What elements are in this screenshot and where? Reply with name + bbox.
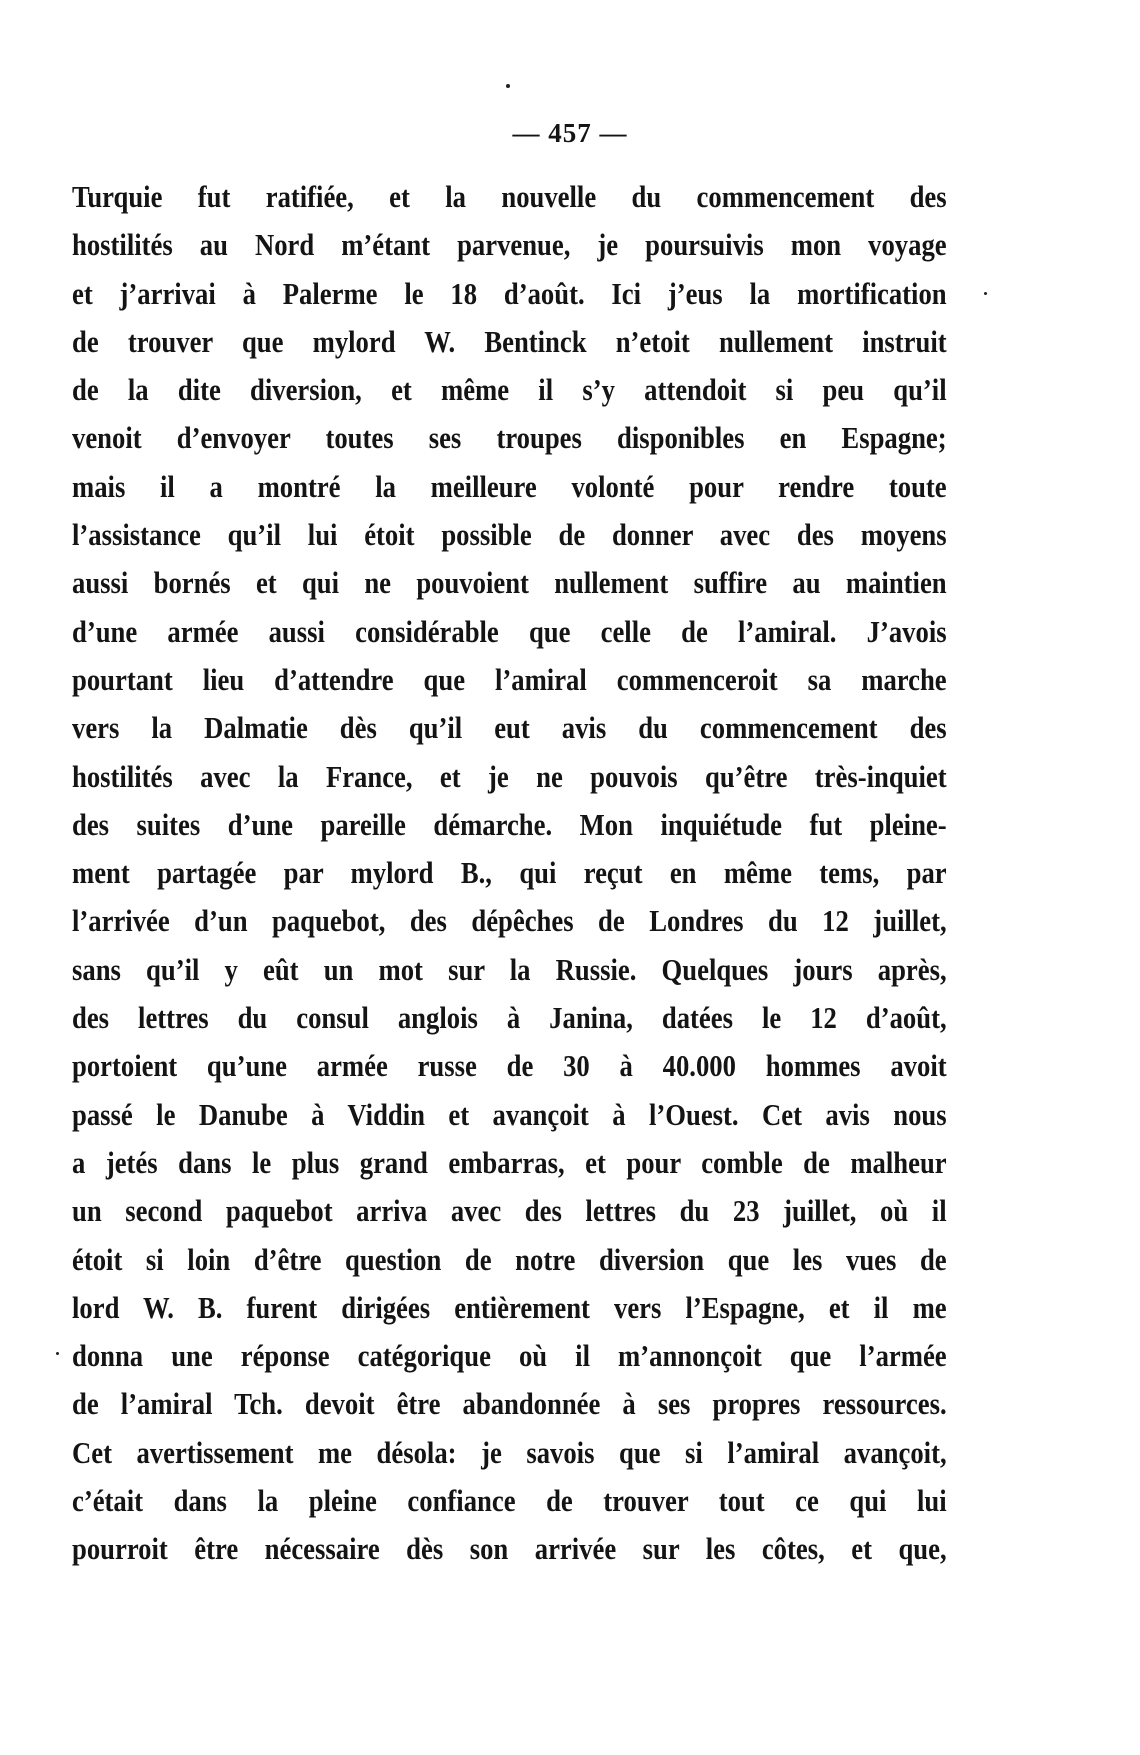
text-line: un second paquebot arriva avec des lettres du 23 juillet, où il <box>72 1193 947 1229</box>
body-text <box>72 173 947 1574</box>
text-line: c’était dans la pleine confiance de trouver tout ce qui lui <box>72 1483 947 1519</box>
text-line: de l’amiral Tch. devoit être abandonnée à ses propres ressources. <box>72 1386 947 1422</box>
text-line: de trouver que mylord W. Bentinck n’etoit nullement instruit <box>72 323 947 359</box>
text-line: l’arrivée d’un paquebot, des dépêches de Londres du 12 juillet, <box>72 903 947 939</box>
text-line: Turquie fut ratifiée, et la nouvelle du commencement des <box>72 179 947 214</box>
text-line: passé le Danube à Viddin et avançoit à l’Ouest. Cet avis nous <box>72 1096 947 1132</box>
text-line: hostilités avec la France, et je ne pouvois qu’être très-inquiet <box>72 758 947 794</box>
text-line: lord W. B. furent dirigées entièrement vers l’Espagne, et il me <box>72 1289 947 1325</box>
text-line: portoient qu’une armée russe de 30 à 40.000 hommes avoit <box>72 1048 947 1084</box>
text-line: et j’arrivai à Palerme le 18 d’août. Ici j’eus la mortification <box>72 275 947 311</box>
text-line: sans qu’il y eût un mot sur la Russie. Quelques jours après, <box>72 951 947 987</box>
text-line: venoit d’envoyer toutes ses troupes disponibles en Espagne; <box>72 420 947 456</box>
text-line: pourroit être nécessaire dès son arrivée sur les côtes, et que, <box>72 1531 947 1567</box>
text-line: des lettres du consul anglois à Janina, datées le 12 d’août, <box>72 1000 947 1036</box>
text-line: hostilités au Nord m’étant parvenue, je poursuivis mon voyage <box>72 227 947 263</box>
ink-speck <box>56 1352 59 1355</box>
text-line: donna une réponse catégorique où il m’annonçoit que l’armée <box>72 1338 947 1374</box>
text-line: mais il a montré la meilleure volonté pour rendre toute <box>72 468 947 504</box>
text-line: d’une armée aussi considérable que celle de l’amiral. J’avois <box>72 613 947 649</box>
text-line: vers la Dalmatie dès qu’il eut avis du commencement des <box>72 710 947 746</box>
ink-speck <box>984 292 987 295</box>
ink-speck <box>506 84 510 88</box>
text-line: des suites d’une pareille démarche. Mon inquiétude fut pleine- <box>72 806 947 842</box>
text-line: étoit si loin d’être question de notre diversion que les vues de <box>72 1241 947 1277</box>
text-line: ment partagée par mylord B., qui reçut en même tems, par <box>72 855 947 891</box>
text-line: de la dite diversion, et même il s’y attendoit si peu qu’il <box>72 372 947 408</box>
text-line: Cet avertissement me désola: je savois que si l’amiral avançoit, <box>72 1434 947 1470</box>
text-line: a jetés dans le plus grand embarras, et pour comble de malheur <box>72 1144 947 1180</box>
text-line: pourtant lieu d’attendre que l’amiral commenceroit sa marche <box>72 661 947 697</box>
page-number: — 457 — <box>512 118 628 148</box>
text-line: l’assistance qu’il lui étoit possible de donner avec des moyens <box>72 517 947 553</box>
text-line: aussi bornés et qui ne pouvoient nullement suffire au maintien <box>72 565 947 601</box>
